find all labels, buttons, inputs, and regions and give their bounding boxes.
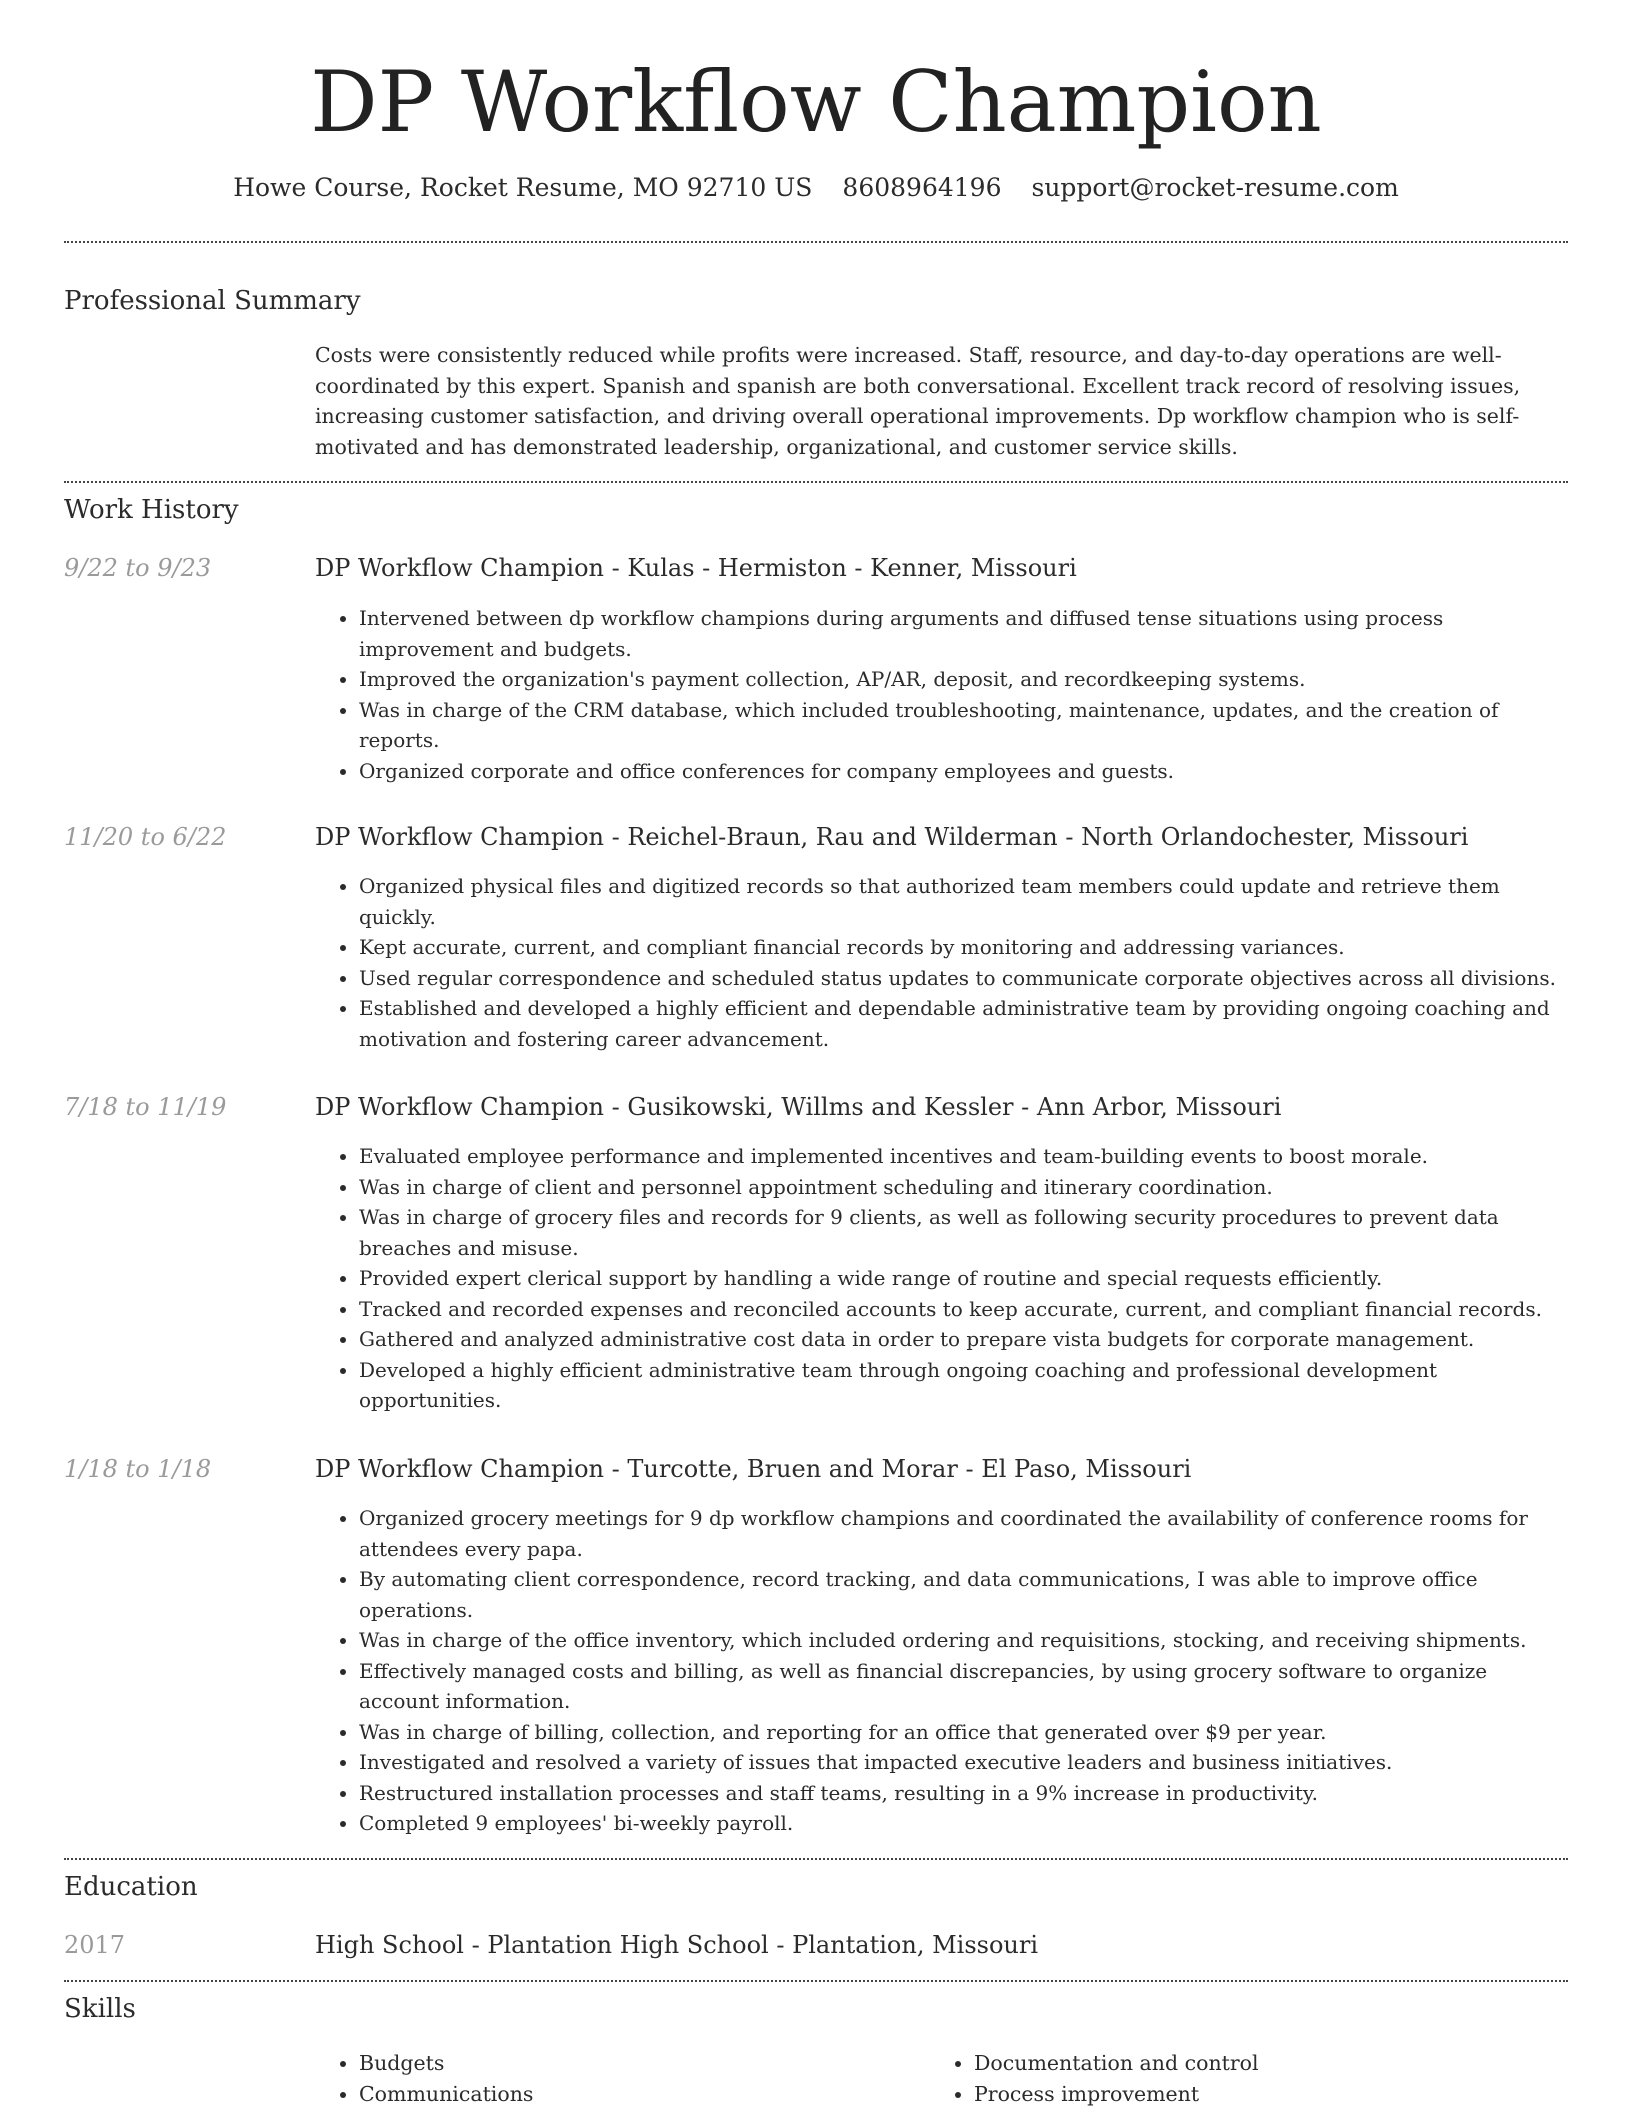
- list-item: • Communications: [359, 2079, 915, 2110]
- list-item: • Was in charge of the office inventory, which included ordering and requisitions, stocking, and receiving shipments.: [359, 1625, 1573, 1656]
- list-item: • Tracked and recorded expenses and reconciled accounts to keep accurate, current, and compliant financial records.: [359, 1294, 1573, 1325]
- job-title: DP Workflow Champion - Turcotte, Bruen and Morar - El Paso, Missouri: [315, 1455, 1192, 1483]
- job-bullets: [315, 1503, 1573, 1839]
- list-item: • Was in charge of the CRM database, which included troubleshooting, maintenance, updates, and the creation of reports.: [359, 695, 1573, 756]
- contact-email: support@rocket-resume.com: [1031, 173, 1399, 202]
- education-year: 2017: [64, 1931, 126, 1959]
- job-dates: 1/18 to 1/18: [64, 1455, 212, 1483]
- section-title-work-history: Work History: [64, 495, 239, 525]
- job-title: DP Workflow Champion - Kulas - Hermiston - Kenner, Missouri: [315, 554, 1077, 582]
- job-bullets: [315, 603, 1573, 786]
- job-title: DP Workflow Champion - Reichel-Braun, Rau and Wilderman - North Orlandochester, Missouri: [315, 823, 1469, 851]
- list-item: • Provided expert clerical support by handling a wide range of routine and special requests efficiently.: [359, 1263, 1573, 1294]
- section-title-summary: Professional Summary: [64, 286, 361, 316]
- list-item: • Used regular correspondence and scheduled status updates to communicate corporate objectives across all divisions.: [359, 963, 1573, 994]
- list-item: • Process improvement: [974, 2079, 1530, 2110]
- list-item: • Was in charge of client and personnel appointment scheduling and itinerary coordination.: [359, 1172, 1573, 1203]
- list-item: • Evaluated employee performance and implemented incentives and team-building events to boost morale.: [359, 1141, 1573, 1172]
- list-item: • Budgets: [359, 2048, 915, 2079]
- divider: [64, 1980, 1568, 1982]
- list-item: • By automating client correspondence, record tracking, and data communications, I was able to improve office operations.: [359, 1564, 1573, 1625]
- list-item: • Developed a highly efficient administrative team through ongoing coaching and professional development opportunities.: [359, 1355, 1573, 1416]
- summary-text: Costs were consistently reduced while profits were increased. Staff, resource, and day-to-day operations are well-coordinated by this expert. Spanish and spanish are both conversational. Excellent track record of resolving issues, increasing customer satisfaction, and driving overall operational improvements. Dp workflow champion who is self-motivated and has demonstrated leadership, organizational, and customer service skills.: [315, 343, 1521, 459]
- list-item: • Completed 9 employees' bi-weekly payroll.: [359, 1808, 1573, 1839]
- list-item: • Intervened between dp workflow champions during arguments and diffused tense situations using process improvement and budgets.: [359, 603, 1573, 664]
- contact-phone: 8608964196: [842, 173, 1002, 202]
- list-item: • Organized corporate and office conferences for company employees and guests.: [359, 756, 1573, 787]
- list-item: • Organized grocery meetings for 9 dp workflow champions and coordinated the availability of conference rooms for attendees every papa.: [359, 1503, 1573, 1564]
- job-title: DP Workflow Champion - Gusikowski, Willms and Kessler - Ann Arbor, Missouri: [315, 1093, 1282, 1121]
- list-item: • Improved the organization's payment collection, AP/AR, deposit, and recordkeeping systems.: [359, 664, 1573, 695]
- job-bullets: [315, 1141, 1573, 1416]
- list-item: • Investigated and resolved a variety of issues that impacted executive leaders and business initiatives.: [359, 1747, 1573, 1778]
- education-degree: High School - Plantation High School - Plantation, Missouri: [315, 1931, 1039, 1959]
- list-item: • Effectively managed costs and billing, as well as financial discrepancies, by using grocery software to organize account information.: [359, 1656, 1573, 1717]
- divider: [64, 481, 1568, 483]
- list-item: • Documentation and control: [974, 2048, 1530, 2079]
- skills-list-left: [315, 2048, 915, 2110]
- list-item: • Was in charge of grocery files and records for 9 clients, as well as following security procedures to prevent data breaches and misuse.: [359, 1202, 1573, 1263]
- list-item: • Organized physical files and digitized records so that authorized team members could update and retrieve them quickly.: [359, 871, 1573, 932]
- section-title-skills: Skills: [64, 1994, 136, 2024]
- job-dates: 11/20 to 6/22: [64, 823, 227, 851]
- contact-address: Howe Course, Rocket Resume, MO 92710 US: [233, 173, 813, 202]
- divider: [64, 1858, 1568, 1860]
- list-item: • Restructured installation processes and staff teams, resulting in a 9% increase in productivity.: [359, 1778, 1573, 1809]
- candidate-name: DP Workflow Champion: [310, 53, 1322, 151]
- job-bullets: [315, 871, 1573, 1054]
- divider: [64, 241, 1568, 243]
- list-item: • Gathered and analyzed administrative cost data in order to prepare vista budgets for corporate management.: [359, 1324, 1573, 1355]
- job-dates: 7/18 to 11/19: [64, 1093, 227, 1121]
- skills-list-right: [930, 2048, 1530, 2110]
- list-item: • Kept accurate, current, and compliant financial records by monitoring and addressing variances.: [359, 932, 1573, 963]
- section-title-education: Education: [64, 1872, 198, 1902]
- job-dates: 9/22 to 9/23: [64, 554, 212, 582]
- contact-line: [64, 170, 1568, 206]
- list-item: • Was in charge of billing, collection, and reporting for an office that generated over $9 per year.: [359, 1717, 1573, 1748]
- list-item: • Established and developed a highly efficient and dependable administrative team by providing ongoing coaching and motivation and fostering career advancement.: [359, 993, 1573, 1054]
